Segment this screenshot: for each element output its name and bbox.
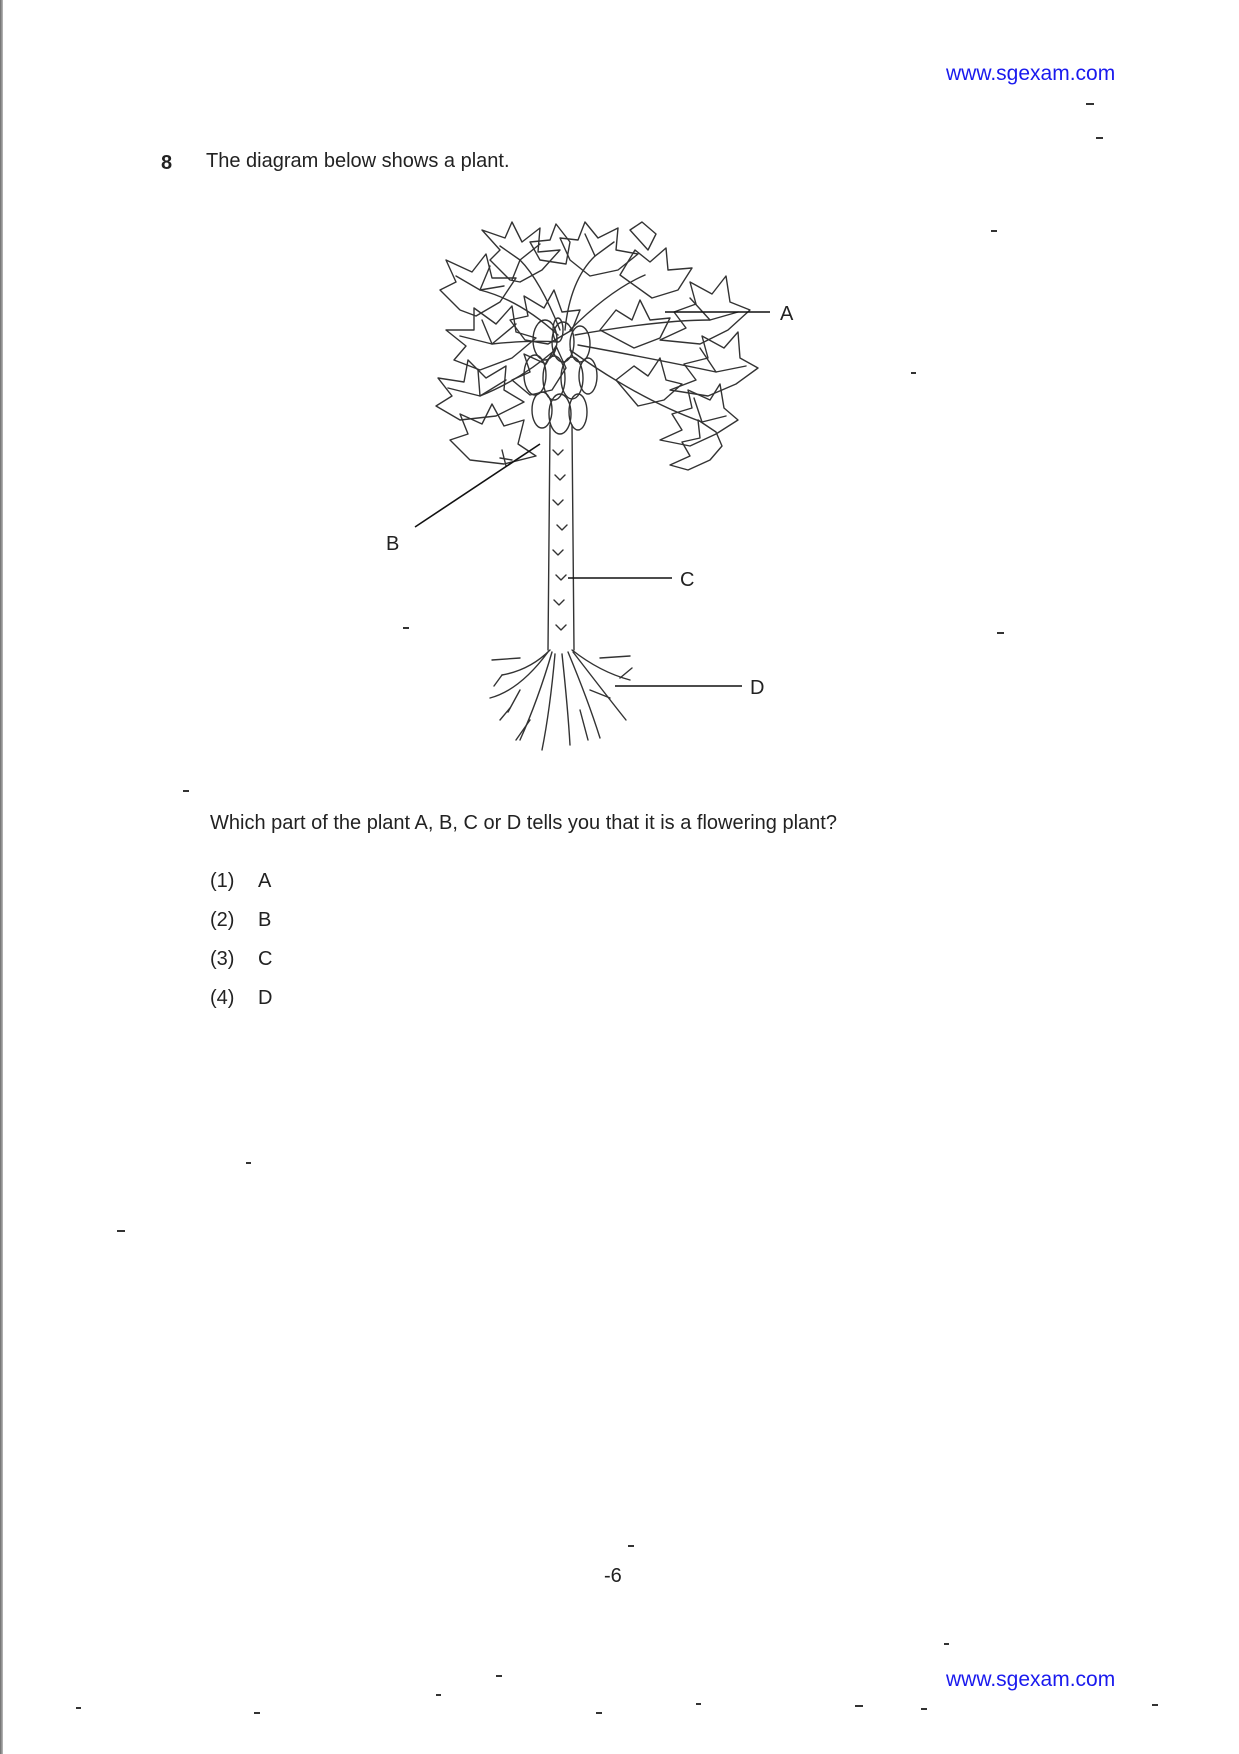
scan-speck <box>183 790 189 792</box>
papaya-plant-illustration <box>386 220 890 760</box>
question-prompt: Which part of the plant A, B, C or D tells you that it is a flowering plant? <box>210 812 837 834</box>
scan-speck <box>1086 103 1094 105</box>
pointer-line-b <box>415 444 540 527</box>
scan-speck <box>921 1708 927 1710</box>
site-link-header[interactable]: www.sgexam.com <box>946 62 1116 85</box>
option-text: B <box>258 909 272 931</box>
label-c: C <box>680 569 695 591</box>
option-number: (1) <box>210 870 235 892</box>
roots <box>490 650 632 750</box>
scan-speck <box>496 1675 502 1677</box>
pointer-lines <box>415 312 770 686</box>
option-text: D <box>258 987 273 1009</box>
scan-speck <box>1152 1704 1158 1706</box>
option-number: (3) <box>210 948 235 970</box>
scan-speck <box>254 1712 260 1714</box>
scan-speck <box>246 1162 251 1164</box>
trunk <box>548 425 574 650</box>
option-number: (4) <box>210 987 235 1009</box>
page-edge <box>0 0 3 1754</box>
question-number: 8 <box>161 152 173 174</box>
scan-speck <box>117 1230 125 1232</box>
scan-speck <box>76 1707 81 1709</box>
scan-speck <box>596 1712 602 1714</box>
answer-options <box>210 870 272 1026</box>
label-b: B <box>386 533 400 555</box>
scan-speck <box>436 1694 441 1696</box>
option-2[interactable] <box>210 909 272 948</box>
leaf-canopy <box>436 222 758 470</box>
page-number: -6 <box>604 1565 622 1587</box>
scan-speck <box>1096 137 1103 139</box>
scan-speck <box>911 372 916 374</box>
question-intro: The diagram below shows a plant. <box>206 150 510 172</box>
plant-diagram <box>386 220 890 760</box>
option-text: C <box>258 948 273 970</box>
option-1[interactable] <box>210 870 272 909</box>
option-number: (2) <box>210 909 235 931</box>
option-4[interactable] <box>210 987 272 1026</box>
scan-speck <box>696 1703 701 1705</box>
option-3[interactable] <box>210 948 272 987</box>
scan-speck <box>944 1643 949 1645</box>
scan-speck <box>997 632 1004 634</box>
site-link-footer[interactable]: www.sgexam.com <box>946 1668 1116 1691</box>
scan-speck <box>855 1705 863 1707</box>
scan-speck <box>403 627 409 629</box>
scan-speck <box>991 230 997 232</box>
scan-speck <box>628 1545 634 1547</box>
label-d: D <box>750 677 765 699</box>
option-text: A <box>258 870 272 892</box>
label-a: A <box>780 303 794 325</box>
fruit-cluster <box>524 318 597 434</box>
